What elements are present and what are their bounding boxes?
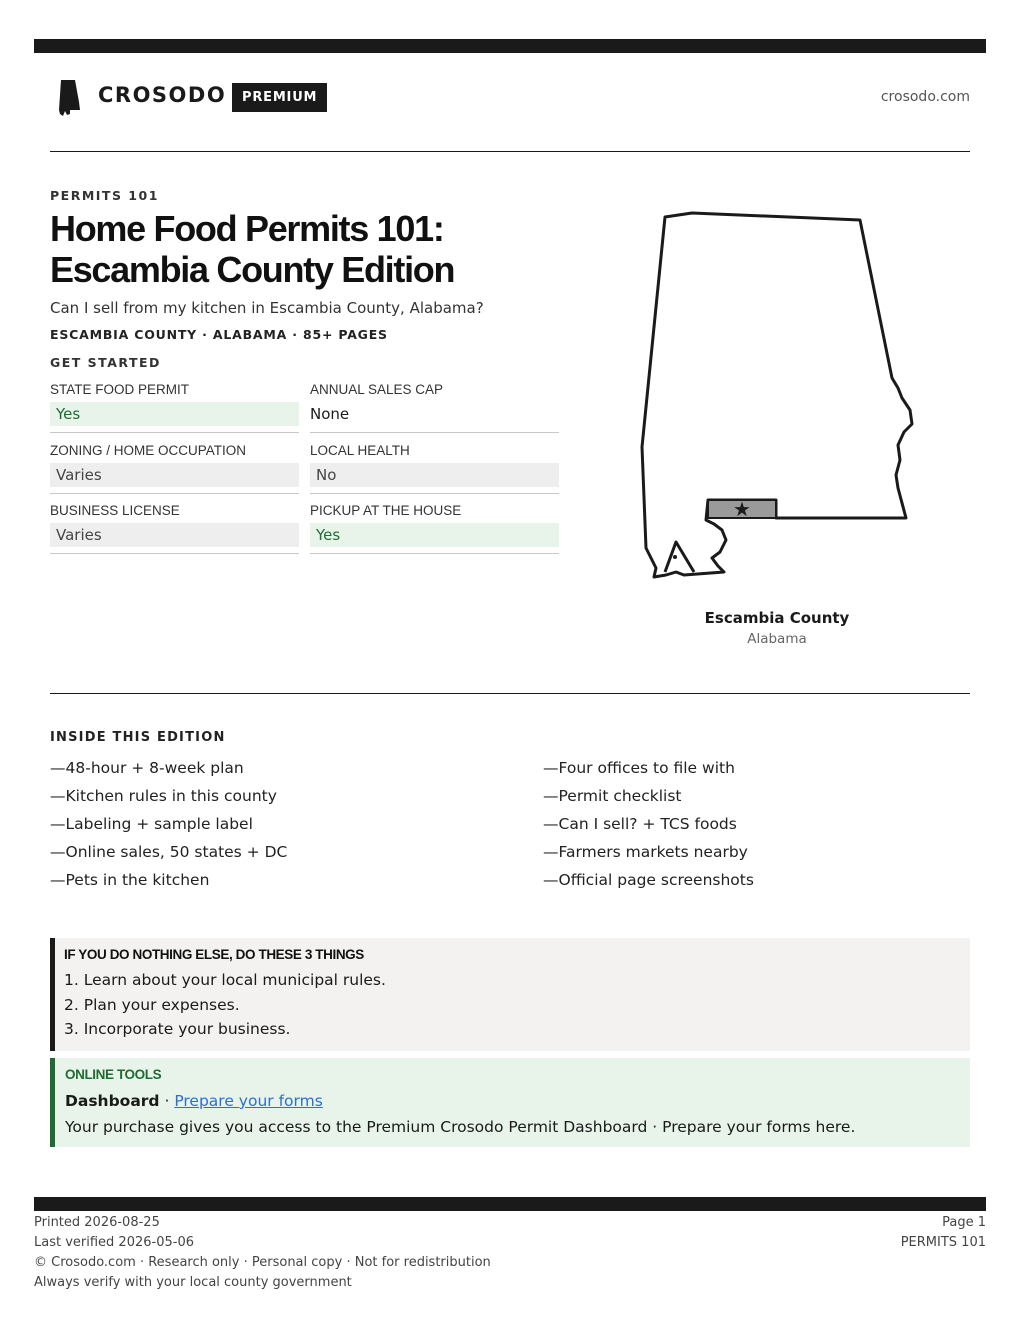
fact-zoning-home-occupation (50, 443, 299, 495)
fact-local-health (310, 443, 559, 495)
toc-item: —Online sales, 50 states + DC (50, 843, 288, 861)
fact-label: BUSINESS LICENSE (50, 503, 180, 518)
three-things-item: 3. Incorporate your business. (64, 1020, 291, 1038)
dashboard-label: Dashboard (65, 1092, 160, 1110)
get-started-heading: GET STARTED (50, 355, 161, 370)
copyright-notice: © Crosodo.com · Research only · Personal copy · Not for redistribution (34, 1255, 491, 1270)
verify-note: Always verify with your local county government (34, 1275, 352, 1290)
separator: · (159, 1092, 175, 1110)
toc-column-left (50, 758, 470, 898)
fact-divider (310, 432, 559, 433)
fact-divider (50, 493, 299, 494)
header-divider (50, 151, 970, 152)
fact-label: ANNUAL SALES CAP (310, 382, 444, 397)
fact-annual-sales-cap (310, 382, 559, 434)
online-tools-description: Your purchase gives you access to the Premium Crosodo Permit Dashboard · Prepare your forms here. (65, 1118, 856, 1136)
fact-pickup-at-the-house (310, 503, 559, 555)
three-things-heading: IF YOU DO NOTHING ELSE, DO THESE 3 THINGS (64, 947, 364, 962)
bay-island-dot (673, 555, 677, 559)
section-kicker: PERMITS 101 (50, 188, 159, 203)
toc-item: —48-hour + 8-week plan (50, 759, 244, 777)
three-things-item: 1. Learn about your local municipal rules. (64, 971, 386, 989)
footer-section-name: PERMITS 101 (900, 1235, 986, 1250)
toc-item: —Permit checklist (543, 787, 682, 805)
page-header (50, 78, 970, 118)
map-state-name: Alabama (747, 631, 807, 647)
toc-item: —Pets in the kitchen (50, 871, 210, 889)
printed-date: Printed 2026-08-25 (34, 1215, 160, 1230)
page-title-line-2: Escambia County Edition (50, 249, 455, 290)
alabama-outline (642, 213, 912, 577)
online-tools-heading: ONLINE TOOLS (65, 1067, 162, 1082)
fact-label: LOCAL HEALTH (310, 443, 410, 458)
star-icon: ★ (733, 497, 751, 521)
fact-divider (50, 553, 299, 554)
fact-label: STATE FOOD PERMIT (50, 382, 190, 397)
dashboard-line (65, 1088, 970, 1114)
fact-state-food-permit (50, 382, 299, 434)
premium-badge: PREMIUM (232, 83, 327, 112)
toc-item: —Kitchen rules in this county (50, 787, 277, 805)
fact-divider (50, 432, 299, 433)
edition-meta: ESCAMBIA COUNTY · ALABAMA · 85+ PAGES (50, 327, 388, 342)
toc-item: —Labeling + sample label (50, 815, 253, 833)
fact-value: Varies (50, 523, 299, 547)
fact-business-license (50, 503, 299, 555)
page-number: Page 1 (942, 1215, 986, 1230)
fact-label: ZONING / HOME OCCUPATION (50, 443, 247, 458)
map-county-name: Escambia County (704, 609, 850, 627)
page-title-line-1: Home Food Permits 101: (50, 208, 444, 249)
site-url[interactable]: crosodo.com (880, 89, 970, 105)
mobile-bay-inlet (665, 542, 694, 572)
toc-item: —Can I sell? + TCS foods (543, 815, 737, 833)
three-things-item: 2. Plan your expenses. (64, 995, 240, 1014)
footer-left (34, 1213, 491, 1293)
alabama-state-map (630, 205, 930, 590)
fact-label: PICKUP AT THE HOUSE (310, 503, 462, 518)
toc-item: —Four offices to file with (543, 759, 735, 777)
prepare-forms-link[interactable]: Prepare your forms (174, 1092, 323, 1110)
fact-divider (310, 493, 559, 494)
toc-item: —Farmers markets nearby (543, 843, 748, 861)
toc-item: —Official page screenshots (543, 871, 754, 889)
alabama-state-silhouette-icon (58, 80, 82, 116)
three-things-callout (50, 938, 970, 1051)
fact-value: Yes (50, 402, 299, 426)
page-title (50, 208, 590, 290)
verified-date: Last verified 2026-05-06 (34, 1235, 194, 1250)
online-tools-callout (50, 1058, 970, 1147)
top-rule-bar (34, 39, 986, 53)
fact-value: Varies (50, 463, 299, 487)
fact-divider (310, 553, 559, 554)
fact-value: Yes (310, 523, 559, 547)
fact-value: None (310, 405, 350, 423)
inside-edition-heading: INSIDE THIS EDITION (50, 730, 226, 745)
page-subtitle: Can I sell from my kitchen in Escambia County, Alabama? (50, 299, 484, 317)
toc-column-right (543, 758, 963, 898)
fact-value: No (310, 463, 559, 487)
bottom-rule-bar (34, 1197, 986, 1211)
footer-right (901, 1213, 986, 1253)
brand-name[interactable]: CROSODO (98, 83, 227, 107)
section-divider (50, 693, 970, 694)
